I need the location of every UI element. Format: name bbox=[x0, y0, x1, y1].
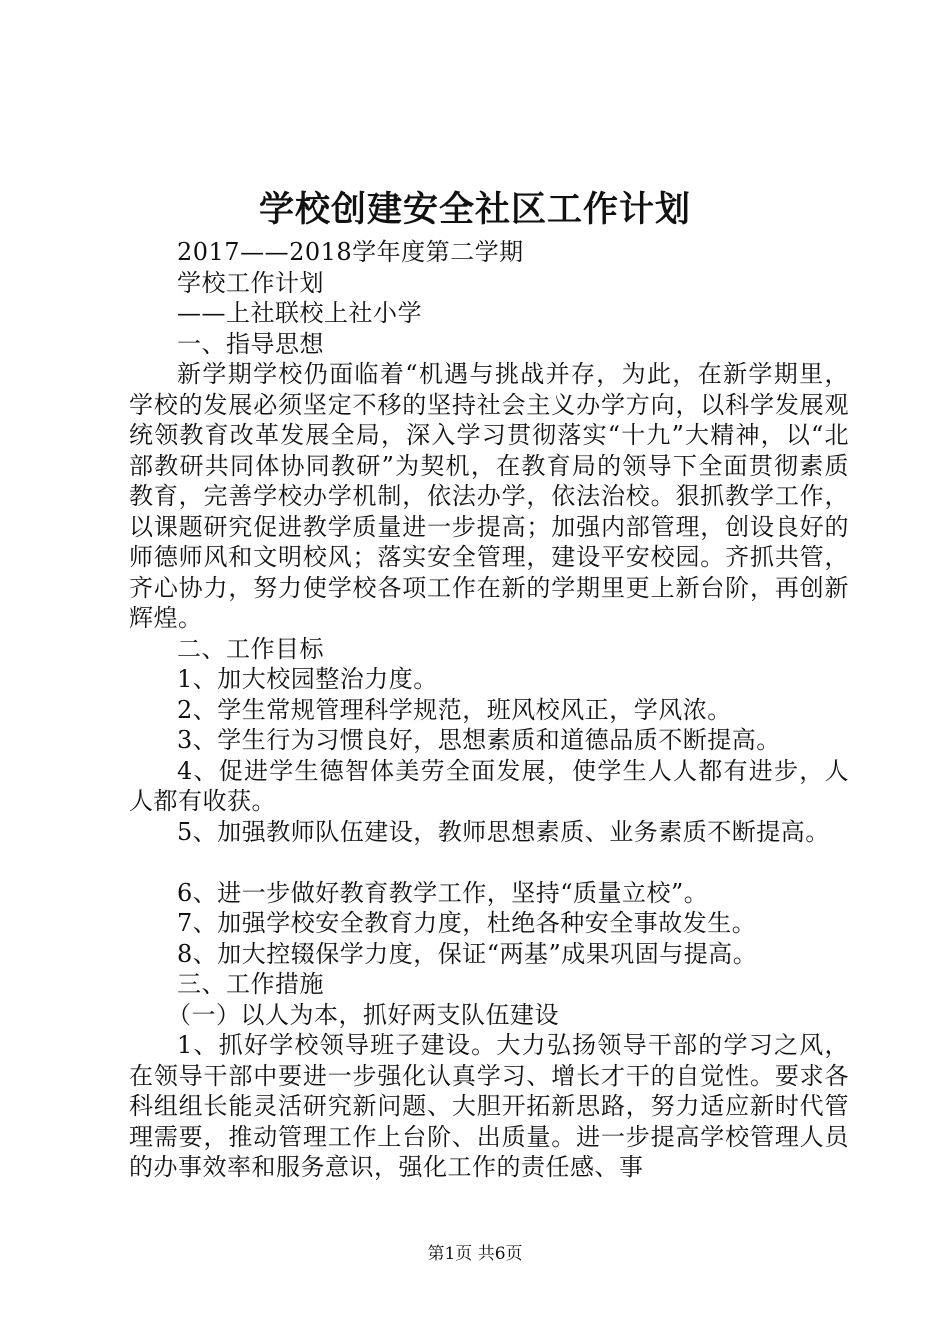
goal-item: 1、加大校园整治力度。 bbox=[177, 665, 438, 693]
header-line-term: 2017——2018学年度第二学期 bbox=[177, 238, 524, 266]
guiding-thought-paragraph: 新学期学校仍面临着“机遇与挑战并存，为此，在新学期里，学校的发展必须坚定不移的坚持社会主义办学方向，以科学发展观统领教育改革发展全局，深入学习贯彻落实“十九”大精神，以“北部教研共同体协同教研”为契机，在教育局的领导下全面贯彻素质教育，完善学校办学机制，依法办学，依法治校。狠抓教学工作，以课题研究促进教学质量进一步提高；加强内部管理，创设良好的师德师风和文明校风；落实安全管理，建设平安校园。齐抓共管，齐心协力，努力使学校各项工作在新的学期里更上新台阶，再创新辉煌。 bbox=[129, 360, 849, 632]
header-line-plan: 学校工作计划 bbox=[177, 268, 324, 297]
section-heading-work-goals: 二、工作目标 bbox=[177, 634, 324, 663]
goal-item: 6、进一步做好教育教学工作，坚持“质量立校”。 bbox=[177, 878, 709, 907]
goal-item: 5、加强教师队伍建设，教师思想素质、业务素质不断提高。 bbox=[177, 817, 830, 846]
measure-paragraph: 1、抓好学校领导班子建设。大力弘扬领导干部的学习之风，在领导干部中要进一步强化认真学习、增长才干的自觉性。要求各科组组长能灵活研究新问题、大胆开拓新思路，努力适应新时代管理需要，推动管理工作上台阶、出质量。进一步提高学校管理人员的办事效率和服务意识，强化工作的责任感、事 bbox=[129, 1031, 849, 1181]
goal-item: 7、加强学校安全教育力度，杜绝各种安全事故发生。 bbox=[177, 909, 757, 937]
header-line-school: ——上社联校上社小学 bbox=[177, 299, 422, 327]
subsection-heading: （一）以人为本，抓好两支队伍建设 bbox=[167, 1000, 559, 1029]
goal-item: 2、学生常规管理科学规范，班风校风正，学风浓。 bbox=[177, 695, 732, 724]
goal-item: 4、促进学生德智体美劳全面发展，使学生人人都有进步，人人都有收获。 bbox=[129, 756, 849, 815]
blank-line bbox=[129, 847, 849, 878]
section-heading-work-measures: 三、工作措施 bbox=[177, 970, 324, 998]
goal-item: 8、加大控辍保学力度，保证“两基”成果巩固与提高。 bbox=[177, 939, 758, 968]
document-title: 学校创建安全社区工作计划 bbox=[258, 189, 691, 230]
section-heading-guiding-thought: 一、指导思想 bbox=[177, 329, 324, 358]
document-body bbox=[129, 237, 849, 1183]
page-footer: 第1页 共6页 bbox=[427, 1244, 523, 1264]
goal-item: 3、学生行为习惯良好，思想素质和道德品质不断提高。 bbox=[177, 726, 781, 754]
